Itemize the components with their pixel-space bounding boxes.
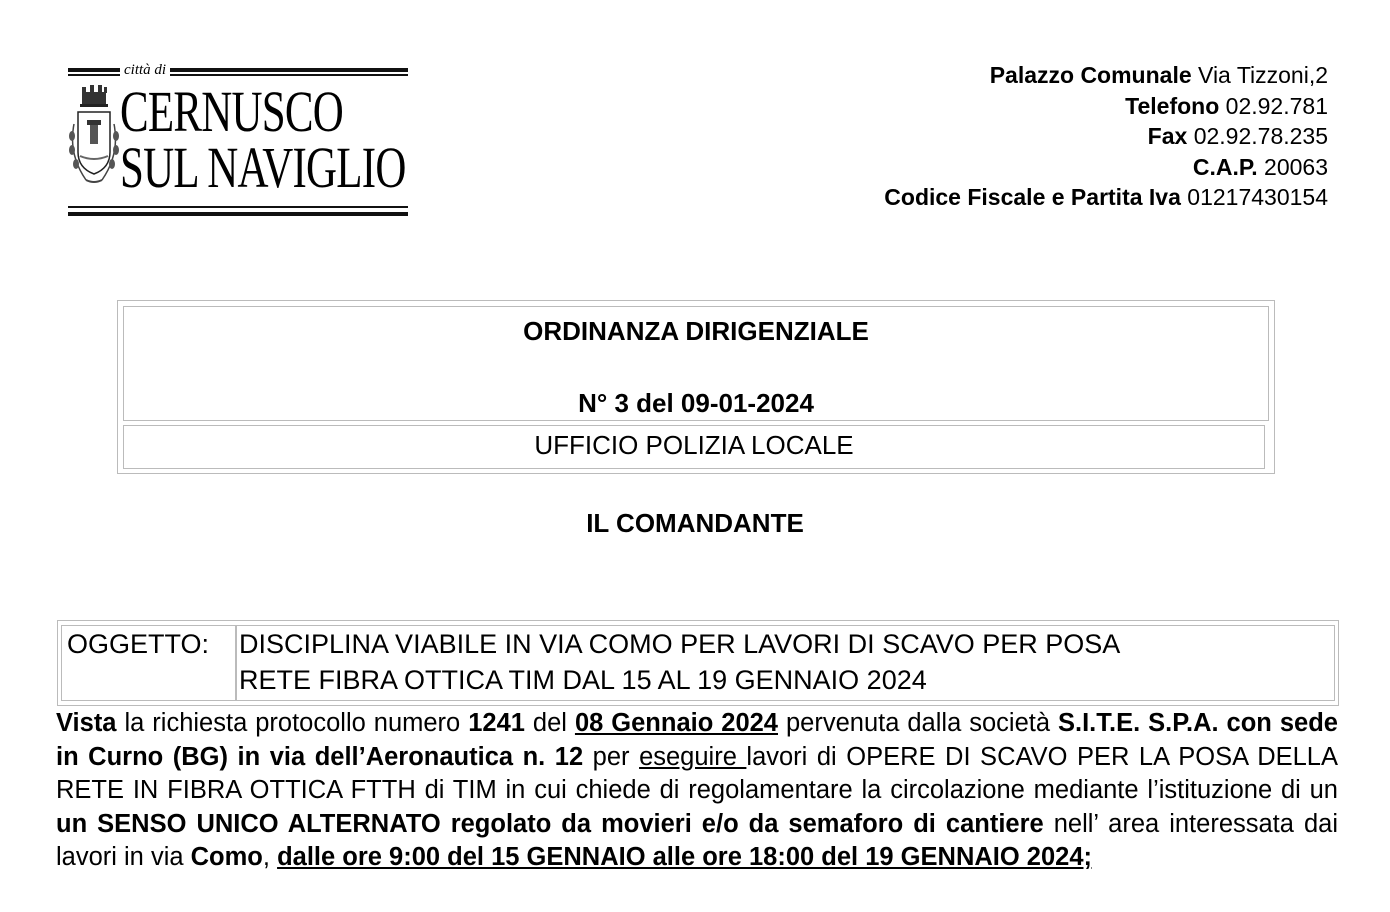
- office-name: UFFICIO POLIZIA LOCALE: [123, 425, 1265, 469]
- contact-value: 02.92.78.235: [1193, 123, 1328, 149]
- subject-text: [236, 625, 1335, 701]
- contact-value: 01217430154: [1187, 184, 1328, 210]
- subject-box: [57, 620, 1339, 706]
- logo-line-2: SUL NAVIGLIO: [120, 135, 406, 200]
- body-text: lavori di OPERE DI SCAVO PER LA POSA DELLA RETE IN FIBRA OTTICA FTTH di TIM in cui chiede di regolamentare la circolazione mediante l’istituzione di un: [56, 742, 1338, 805]
- contact-value: 02.92.781: [1225, 92, 1328, 119]
- logo-top-rule: [68, 68, 408, 72]
- body-text: del: [524, 709, 575, 737]
- contact-label: Codice Fiscale e Partita Iva: [884, 184, 1181, 210]
- contact-address: [884, 60, 1328, 91]
- protocol-number: 1241: [468, 709, 525, 737]
- document-number: N° 3 del 09-01-2024: [578, 388, 814, 418]
- request-date: 08 Gennaio 2024: [574, 709, 778, 737]
- coat-of-arms-icon: [66, 84, 122, 196]
- issuer-heading: IL COMANDANTE: [586, 508, 804, 538]
- contact-tax-code: [884, 182, 1328, 213]
- body-text: ,: [262, 843, 278, 872]
- contact-label: Palazzo Comunale: [989, 62, 1192, 88]
- body-text: per: [583, 742, 640, 771]
- body-eseguire: eseguire: [639, 742, 747, 771]
- logo-bottom-rule-thin: [68, 206, 408, 208]
- body-text: nell’ area interessata dai lavori in via: [56, 809, 1338, 872]
- body-text: pervenuta dalla società: [778, 709, 1058, 737]
- body-vista: Vista: [56, 709, 117, 737]
- subject-line-1: DISCIPLINA VIABILE IN VIA COMO PER LAVORI DI SCAVO PER POSA: [239, 629, 1121, 659]
- subject-label: OGGETTO:: [61, 625, 236, 701]
- subject-line-2: RETE FIBRA OTTICA TIM DAL 15 AL 19 GENNAIO 2024: [239, 665, 927, 695]
- contact-phone: [884, 91, 1328, 122]
- body-text: la richiesta protocollo numero: [116, 709, 469, 737]
- work-period: dalle ore 9:00 del 15 GENNAIO alle ore 18:00 del 19 GENNAIO 2024;: [277, 843, 1092, 872]
- logo-line-1: CERNUSCO: [120, 79, 344, 144]
- body-paragraph: [56, 707, 1338, 875]
- logo-citta-di: città di: [120, 62, 170, 79]
- contact-cap: [884, 152, 1328, 183]
- logo-bottom-rule: [68, 212, 408, 216]
- contact-value: Via Tizzoni,2: [1198, 62, 1328, 88]
- street-name: Como: [190, 843, 263, 872]
- logo-wordmark: [120, 79, 406, 200]
- document-type: ORDINANZA DIRIGENZIALE: [523, 316, 869, 346]
- contact-label: C.A.P.: [1192, 153, 1258, 180]
- contact-fax: [884, 121, 1328, 152]
- contact-label: Telefono: [1125, 92, 1220, 119]
- company-name: S.I.T.E. S.P.A. con sede in Curno (BG) in via dell’Aeronautica n. 12: [56, 709, 1338, 771]
- contact-block: [884, 60, 1328, 213]
- traffic-measure: un SENSO UNICO ALTERNATO regolato da movieri e/o da semaforo di cantiere: [56, 809, 1044, 838]
- contact-value: 20063: [1264, 153, 1328, 180]
- title-box: [117, 300, 1275, 474]
- contact-label: Fax: [1147, 123, 1188, 149]
- logo-top-rule-thin: [68, 74, 408, 76]
- title-cell: [123, 306, 1269, 421]
- municipality-logo: [66, 62, 408, 224]
